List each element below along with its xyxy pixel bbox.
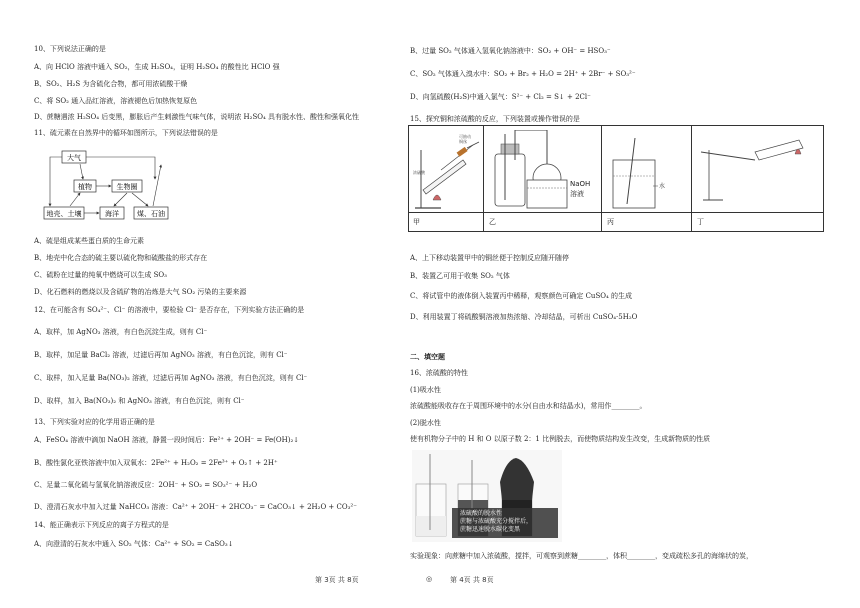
diagram-ocean: 海洋 bbox=[105, 210, 119, 218]
apparatus-jia bbox=[411, 130, 481, 210]
q15-option-d: D、利用装置丁将硫酸铜溶液加热浓缩、冷却结晶，可析出 CuSO₄·5H₂O bbox=[410, 313, 638, 321]
section-fill-in: 二、填空题 bbox=[410, 352, 445, 361]
page-number-right: 第 4页 共 8页 bbox=[450, 576, 494, 584]
sulfur-cycle-diagram bbox=[40, 145, 170, 225]
q16-sub2: (2)脱水性 bbox=[410, 419, 441, 427]
page-number-left: 第 3页 共 8页 bbox=[315, 576, 359, 584]
naoh-label: NaOH bbox=[570, 180, 591, 188]
q14-stem: 14、能正确表示下列反应的离子方程式的是 bbox=[34, 521, 169, 529]
q12-stem: 12、在可能含有 SO₄²⁻、Cl⁻ 的溶液中，要检验 Cl⁻ 是否存在，下列实验方法正确的是 bbox=[34, 306, 305, 314]
q14-option-d: D、向氢硫酸(H₂S)中通入氯气：S²⁻ + Cl₂ = S↓ + 2Cl⁻ bbox=[410, 93, 591, 101]
apparatus-bing bbox=[605, 130, 689, 210]
svg-text:浓硫酸: 浓硫酸 bbox=[413, 170, 425, 175]
q13-option-d: D、澄清石灰水中加入过量 NaHCO₃ 溶液：Ca²⁺ + 2OH⁻ + 2HCO₃⁻ = CaCO₃↓ + 2H₂O + CO₃²⁻ bbox=[34, 503, 357, 511]
q16-observation: 实验现象：向蔗糖中加入浓硫酸，搅拌，可观察到蔗糖________，体积________，变成疏松多孔的海绵状的炭， bbox=[410, 552, 753, 560]
right-page bbox=[410, 0, 860, 608]
q16-sub1: (1)吸水性 bbox=[410, 386, 441, 394]
q11-option-d: D、化石燃料的燃烧以及含硫矿物的冶炼是大气 SO₂ 污染的主要来源 bbox=[34, 288, 247, 296]
diagram-atmosphere: 大气 bbox=[67, 154, 81, 162]
apparatus-table bbox=[408, 125, 824, 232]
q14-option-a: A、向澄清的石灰水中通入 SO₂ 气体：Ca²⁺ + SO₂ = CaSO₃↓ bbox=[34, 540, 234, 548]
q13-option-b: B、酸性氯化亚铁溶液中加入双氧水：2Fe²⁺ + H₂O₂ = 2Fe³⁺ + O₂↑ + 2H⁺ bbox=[34, 459, 278, 467]
q10-option-c: C、将 SO₂ 通入品红溶液，溶液褪色后加热恢复原色 bbox=[34, 97, 198, 105]
q16-sub1-text: 浓硫酸能吸收存在于周围环境中的水分(自由水和结晶水)，常用作________。 bbox=[410, 402, 647, 410]
q12-option-a: A、取样，加 AgNO₃ 溶液，有白色沉淀生成，则有 Cl⁻ bbox=[34, 328, 208, 336]
diagram-plants: 植物 bbox=[78, 183, 92, 191]
q13-stem: 13、下列实验对应的化学用语正确的是 bbox=[34, 418, 155, 426]
apparatus-label-bing: 丙 bbox=[607, 218, 614, 226]
diagram-biosphere: 生物圈 bbox=[116, 183, 138, 191]
svg-text:可抽动: 可抽动 bbox=[459, 134, 471, 139]
apparatus-label-ding: 丁 bbox=[697, 218, 704, 226]
q16-sub2-text: 使有机物分子中的 H 和 O 以原子数 2：1 比例脱去，而使物质结构发生改变，生成新物质的性质 bbox=[410, 435, 711, 443]
photo-caption-2: 蔗糖与浓硫酸充分搅拌后， bbox=[460, 518, 533, 525]
q14-option-c: C、SO₂ 气体通入溴水中：SO₂ + Br₂ + H₂O = 2H⁺ + 2Br⁻ + SO₃²⁻ bbox=[410, 70, 636, 78]
photo-caption-3: 蔗糖迅速脱水碳化变黑 bbox=[460, 526, 521, 533]
q16-stem: 16、浓硫酸的特性 bbox=[410, 369, 468, 377]
water-label: 水 bbox=[659, 183, 666, 190]
q15-option-a: A、上下移动装置甲中的铜丝便于控制反应随开随停 bbox=[410, 254, 570, 262]
photo-caption-1: 浓硫酸的脱水性 bbox=[460, 510, 503, 517]
apparatus-label-jia: 甲 bbox=[413, 218, 420, 226]
apparatus-label-yi: 乙 bbox=[489, 218, 496, 226]
q12-option-c: C、取样，加入足量 Ba(NO₃)₂ 溶液，过滤后再加 AgNO₃ 溶液，有白色沉淀，则有 Cl⁻ bbox=[34, 374, 308, 382]
q12-option-b: B、取样，加足量 BaCl₂ 溶液，过滤后再加 AgNO₃ 溶液，有白色沉淀，则有 Cl⁻ bbox=[34, 351, 288, 359]
q13-option-a: A、FeSO₄ 溶液中滴加 NaOH 溶液，静置一段时间后：Fe²⁺ + 2OH⁻ = Fe(OH)₂↓ bbox=[34, 436, 300, 444]
q10-option-a: A、向 HClO 溶液中通入 SO₂，生成 H₂SO₄，证明 H₂SO₄ 的酸性比 HClO 强 bbox=[34, 63, 280, 71]
q13-option-c: C、足量二氧化硫与氢氧化钠溶液反应：2OH⁻ + SO₂ = SO₃²⁻ + H₂O bbox=[34, 481, 258, 489]
q10-option-b: B、SO₂、H₂S 为含硫化合物，都可用浓硫酸干燥 bbox=[34, 80, 188, 88]
q14-option-b: B、过量 SO₂ 气体通入氢氧化钠溶液中：SO₂ + OH⁻ = HSO₃⁻ bbox=[410, 47, 611, 55]
q11-option-b: B、地壳中化合态的硫主要以硫化物和硫酸盐的形式存在 bbox=[34, 254, 208, 262]
q11-option-a: A、硫是组成某些蛋白质的生命元素 bbox=[34, 237, 145, 245]
q15-option-c: C、将试管中的液体倒入装置丙中稀释，观察颜色可确定 CuSO₄ 的生成 bbox=[410, 292, 633, 300]
naoh-solution-label: 溶液 bbox=[570, 190, 584, 198]
q10-stem: 10、下列说法正确的是 bbox=[34, 45, 106, 53]
q11-option-c: C、硫粉在过量的纯氧中燃烧可以生成 SO₃ bbox=[34, 271, 167, 279]
q11-stem: 11、硫元素在自然界中的循环如图所示，下列说法错误的是 bbox=[34, 129, 218, 137]
diagram-coal-oil: 煤、石油 bbox=[137, 210, 165, 218]
diagram-crust: 地壳、土壤 bbox=[46, 210, 82, 218]
apparatus-ding bbox=[695, 130, 821, 210]
center-mark: ◎ bbox=[426, 575, 433, 583]
svg-text:铜丝: 铜丝 bbox=[459, 139, 467, 144]
apparatus-yi bbox=[487, 130, 599, 210]
q15-option-b: B、装置乙可用于收集 SO₂ 气体 bbox=[410, 272, 510, 280]
q15-stem: 15、探究铜和浓硫酸的反应，下列装置或操作错误的是 bbox=[410, 115, 580, 123]
q12-option-d: D、取样，加入 Ba(NO₃)₂ 和 AgNO₃ 溶液，有白色沉淀，则有 Cl⁻ bbox=[34, 397, 245, 405]
q10-option-d: D、蔗糖遇浓 H₂SO₄ 后变黑，膨胀后产生刺激性气味气体，说明浓 H₂SO₄ 具有脱水性、酸性和强氧化性 bbox=[34, 113, 360, 121]
